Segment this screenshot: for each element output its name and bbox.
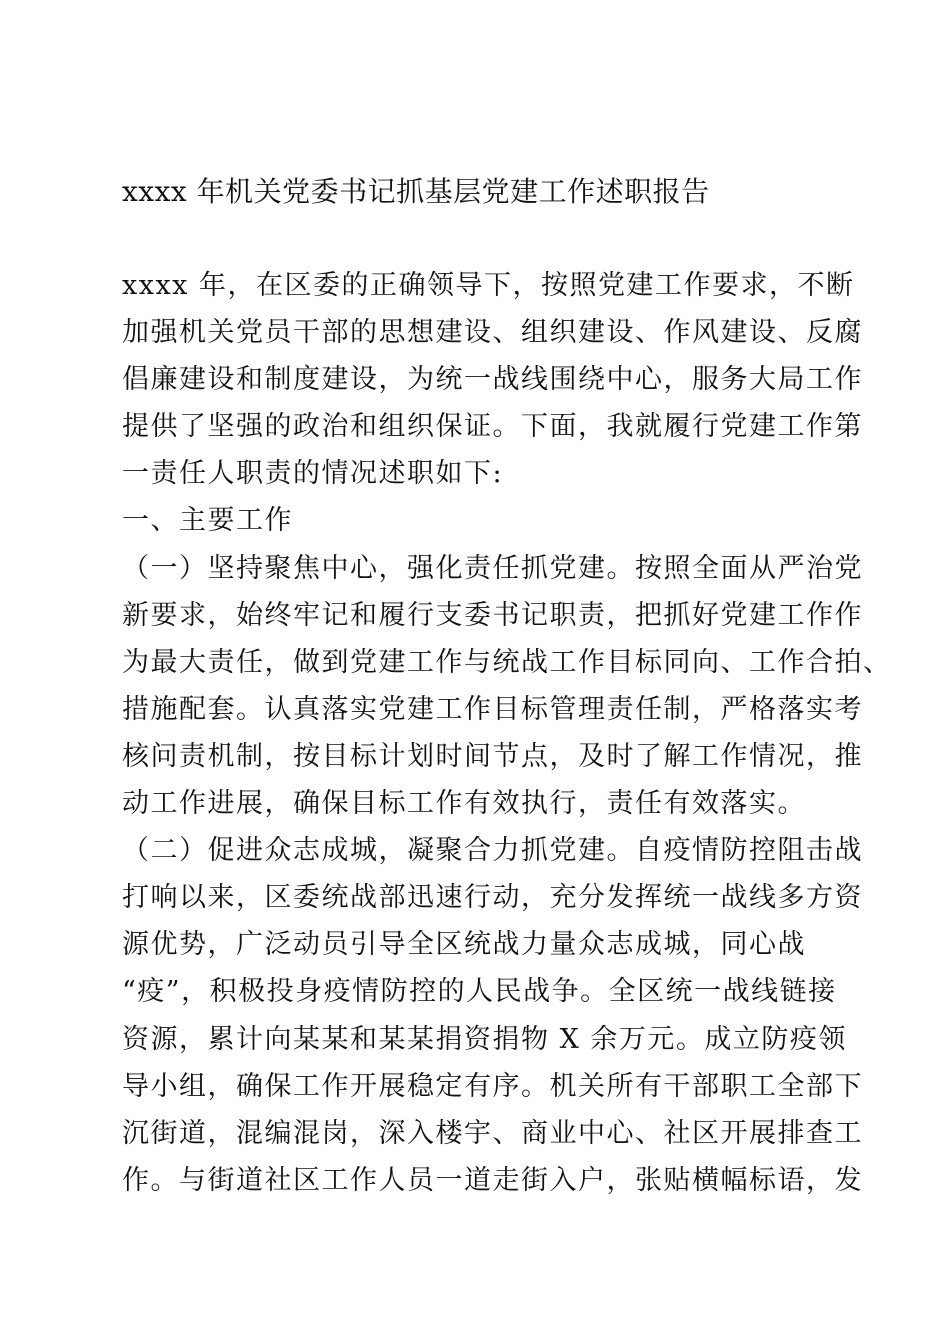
- body-line: 措施配套。认真落实党建工作目标管理责任制，严格落实考: [122, 693, 863, 725]
- body-line: （一）坚持聚焦中心，强化责任抓党建。按照全面从严治党: [122, 552, 863, 584]
- body-line: xxxx 年，在区委的正确领导下，按照党建工作要求，不断: [122, 270, 855, 301]
- body-line: 源优势，广泛动员引导全区统战力量众志成城，同心战: [122, 929, 806, 961]
- body-line: 作。与街道社区工作人员一道走街入户，张贴横幅标语，发: [122, 1164, 863, 1196]
- body-line: 提供了坚强的政治和组织保证。下面，我就履行党建工作第: [122, 411, 863, 443]
- body-line: 为最大责任，做到党建工作与统战工作目标同向、工作合拍、: [122, 646, 892, 678]
- section-heading: 一、主要工作: [122, 505, 293, 537]
- body-line: 资源，累计向某某和某某捐资捐物 X 余万元。成立防疫领: [122, 1023, 847, 1055]
- body-line: 导小组，确保工作开展稳定有序。机关所有干部职工全部下: [122, 1070, 863, 1102]
- body-line: 沉街道，混编混岗，深入楼宇、商业中心、社区开展排查工: [122, 1117, 863, 1149]
- body-line: 倡廉建设和制度建设，为统一战线围绕中心，服务大局工作: [122, 364, 863, 396]
- body-line: 加强机关党员干部的思想建设、组织建设、作风建设、反腐: [122, 317, 863, 349]
- body-line: （二）促进众志成城，凝聚合力抓党建。自疫情防控阻击战: [122, 835, 863, 867]
- body-line: “疫”，积极投身疫情防控的人民战争。全区统一战线链接: [122, 976, 837, 1008]
- body-line: 动工作进展，确保目标工作有效执行，责任有效落实。: [122, 788, 806, 820]
- body-line: 打响以来，区委统战部迅速行动，充分发挥统一战线多方资: [122, 882, 863, 914]
- body-line: 核问责机制，按目标计划时间节点，及时了解工作情况，推: [122, 740, 863, 772]
- body-line: 一责任人职责的情况述职如下:: [122, 458, 504, 490]
- document-title: xxxx 年机关党委书记抓基层党建工作述职报告: [122, 175, 710, 208]
- body-line: 新要求，始终牢记和履行支委书记职责，把抓好党建工作作: [122, 599, 863, 631]
- document-body: [122, 262, 892, 1204]
